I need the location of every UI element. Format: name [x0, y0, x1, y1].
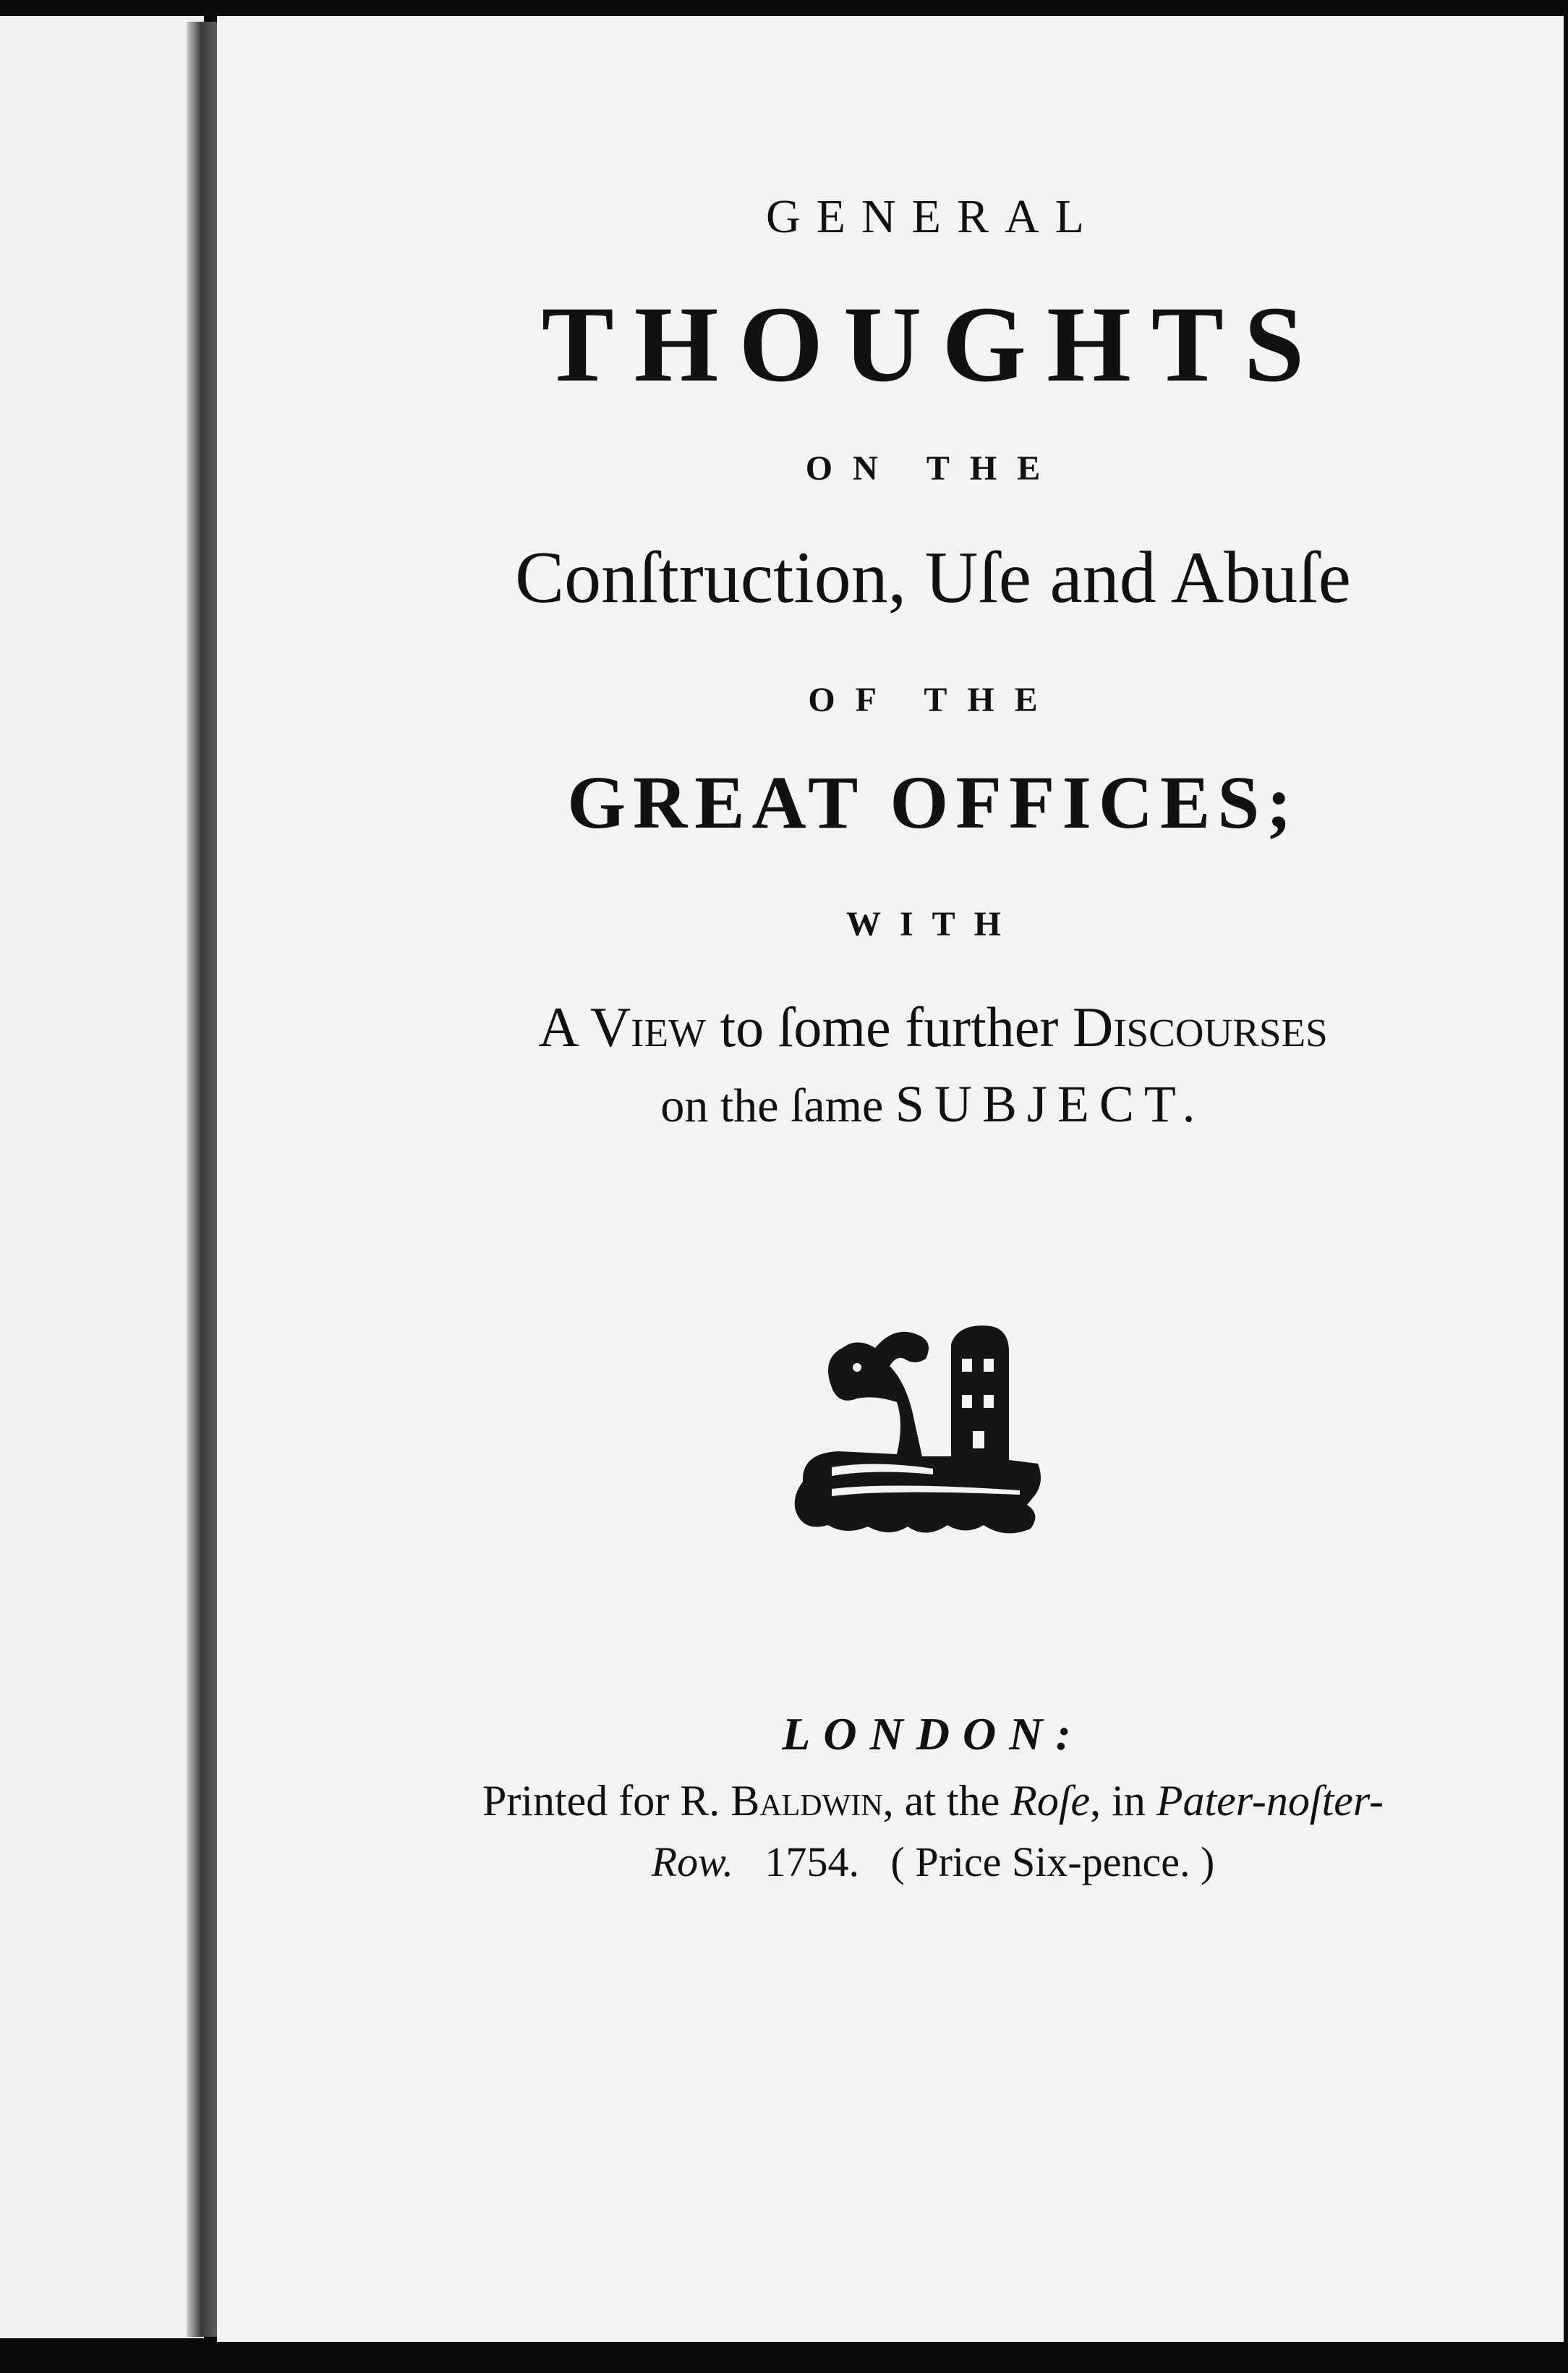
view-discourses: Discourses	[1072, 996, 1328, 1058]
imprint-in: , in	[1090, 1777, 1156, 1825]
title-line-general: GENERAL	[766, 190, 1100, 243]
imprint-price: ( Price Six-pence. )	[890, 1838, 1215, 1885]
title-line-same-subject	[405, 1074, 1461, 1134]
left-page-edge	[0, 16, 204, 2338]
title-line-view	[405, 995, 1461, 1060]
same-prefix: on the ſame	[660, 1079, 895, 1132]
title-line-with: WITH	[845, 905, 1021, 943]
imprint-paternoster: Pater-noſter-	[1156, 1777, 1384, 1825]
title-line-construction: Conſtruction, Uſe and Abuſe	[515, 537, 1351, 619]
view-word: View	[589, 996, 706, 1058]
subject-word: SUBJECT.	[895, 1075, 1206, 1133]
imprint-printed-for: Printed for R.	[482, 1777, 731, 1825]
view-a: A	[538, 996, 576, 1058]
title-line-on-the: ON THE	[805, 449, 1061, 488]
imprint-row-line	[405, 1838, 1461, 1886]
imprint-baldwin: Baldwin	[730, 1777, 883, 1825]
imprint-at-the: , at the	[882, 1777, 1011, 1825]
imprint-london: LONDON:	[782, 1708, 1084, 1759]
imprint-printed-line	[405, 1776, 1461, 1826]
title-line-thoughts: THOUGHTS	[541, 284, 1325, 404]
title-line-of-the: OF THE	[808, 681, 1058, 719]
title-line-great-offices: GREAT OFFICES;	[567, 761, 1299, 844]
imprint-row: Row.	[651, 1838, 734, 1885]
imprint-rose: Roſe	[1010, 1777, 1091, 1825]
view-middle: to ſome further	[706, 996, 1073, 1058]
printers-device-lion-and-tower-icon	[788, 1315, 1049, 1540]
imprint-year: 1754.	[764, 1838, 860, 1885]
